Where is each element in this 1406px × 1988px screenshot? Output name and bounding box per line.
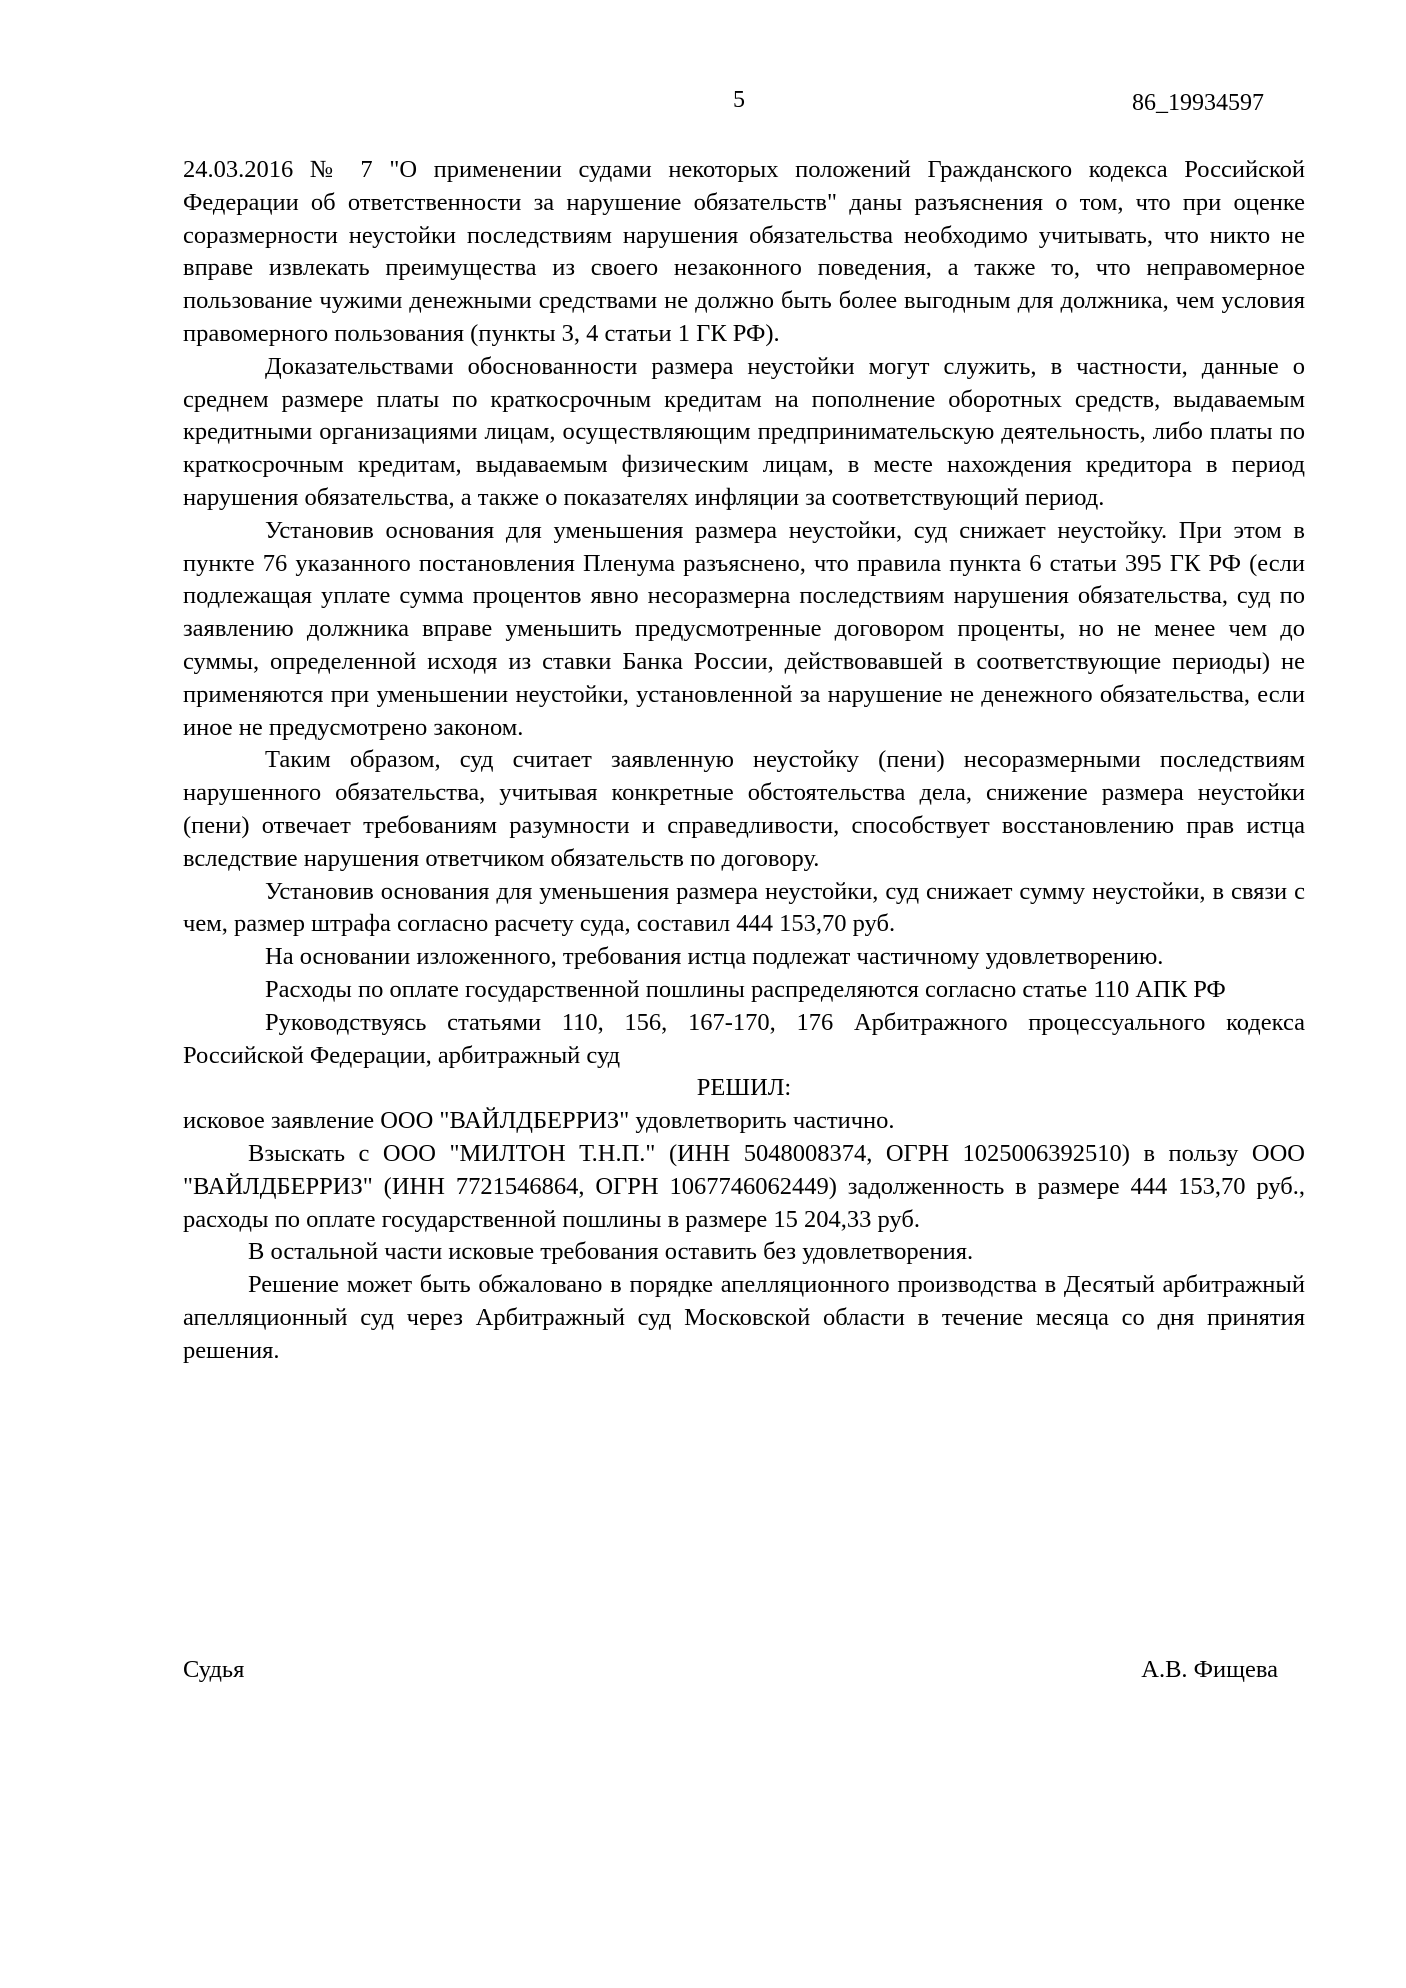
paragraph: Таким образом, суд считает заявленную неустойку (пени) несоразмерными последствиям нарушенного обязательства, учитывая конкретные обстоятельства дела, снижение размера неустойки (пени) отвечает требованиям разумности и справедливости, способствует восстановлению прав истца вследствие нарушения ответчиком обязательств по договору. xyxy=(183,746,1305,872)
judge-name: А.В. Фищева xyxy=(1141,1656,1278,1683)
signature-block xyxy=(183,1654,1278,1686)
paragraph: Доказательствами обоснованности размера неустойки могут служить, в частности, данные о среднем размере платы по краткосрочным кредитам на пополнение оборотных средств, выдаваемым кредитными организациями лицам, осуществляющим предпринимательскую деятельность, либо платы по краткосрочным кредитам, выдаваемым физическим лицам, в месте нахождения кредитора в период нарушения обязательства, а также о показателях инфляции за соответствующий период. xyxy=(183,352,1305,511)
page-number: 5 xyxy=(733,87,745,113)
document-body xyxy=(183,154,1305,1367)
decision-paragraph: исковое заявление ООО "ВАЙЛДБЕРРИЗ" удовлетворить частично. xyxy=(183,1107,895,1135)
decision-heading: РЕШИЛ: xyxy=(696,1074,792,1102)
paragraph: Расходы по оплате государственной пошлины распределяются согласно статье 110 АПК РФ xyxy=(265,975,1226,1003)
paragraph: Руководствуясь статьями 110, 156, 167-170, 176 Арбитражного процессуального кодекса Российской Федерации, арбитражный суд xyxy=(183,1008,1305,1069)
decision-paragraph: Решение может быть обжаловано в порядке апелляционного производства в Десятый арбитражный апелляционный суд через Арбитражный суд Московской области в течение месяца со дня принятия решения. xyxy=(183,1271,1305,1364)
paragraph: Установив основания для уменьшения размера неустойки, суд снижает сумму неустойки, в связи с чем, размер штрафа согласно расчету суда, составил 444 153,70 руб. xyxy=(183,877,1305,938)
decision-paragraph: Взыскать с ООО "МИЛТОН Т.Н.П." (ИНН 5048008374, ОГРН 1025006392510) в пользу ООО "ВАЙЛДБЕРРИЗ" (ИНН 7721546864, ОГРН 1067746062449) задолженность в размере 444 153,70 руб., расходы по оплате государственной пошлины в размере 15 204,33 руб. xyxy=(183,1139,1305,1233)
decision-paragraph: В остальной части исковые требования оставить без удовлетворения. xyxy=(248,1238,974,1266)
paragraph: 24.03.2016 № 7 "О применении судами некоторых положений Гражданского кодекса Российской Федерации об ответственности за нарушение обязательств" даны разъяснения о том, что при оценке соразмерности неустойки последствиям нарушения обязательства необходимо учитывать, что никто не вправе извлекать преимущества из своего незаконного поведения, а также то, что неправомерное пользование чужими денежными средствами не должно быть более выгодным для должника, чем условия правомерного пользования (пункты 3, 4 статьи 1 ГК РФ). xyxy=(183,156,1305,347)
paragraph: Установив основания для уменьшения размера неустойки, суд снижает неустойку. При этом в пункте 76 указанного постановления Пленума разъяснено, что правила пункта 6 статьи 395 ГК РФ (если подлежащая уплате сумма процентов явно несоразмерна последствиям нарушения обязательства, суд по заявлению должника вправе уменьшить предусмотренные договором проценты, но не менее чем до суммы, определенной исходя из ставки Банка России, действовавшей в соответствующие периоды) не применяются при уменьшении неустойки, установленной за нарушение не денежного обязательства, если иное не предусмотрено законом. xyxy=(183,516,1305,741)
paragraph: На основании изложенного, требования истца подлежат частичному удовлетворению. xyxy=(265,943,1164,971)
judge-title: Судья xyxy=(183,1656,245,1683)
case-number: 86_19934597 xyxy=(1132,90,1264,116)
